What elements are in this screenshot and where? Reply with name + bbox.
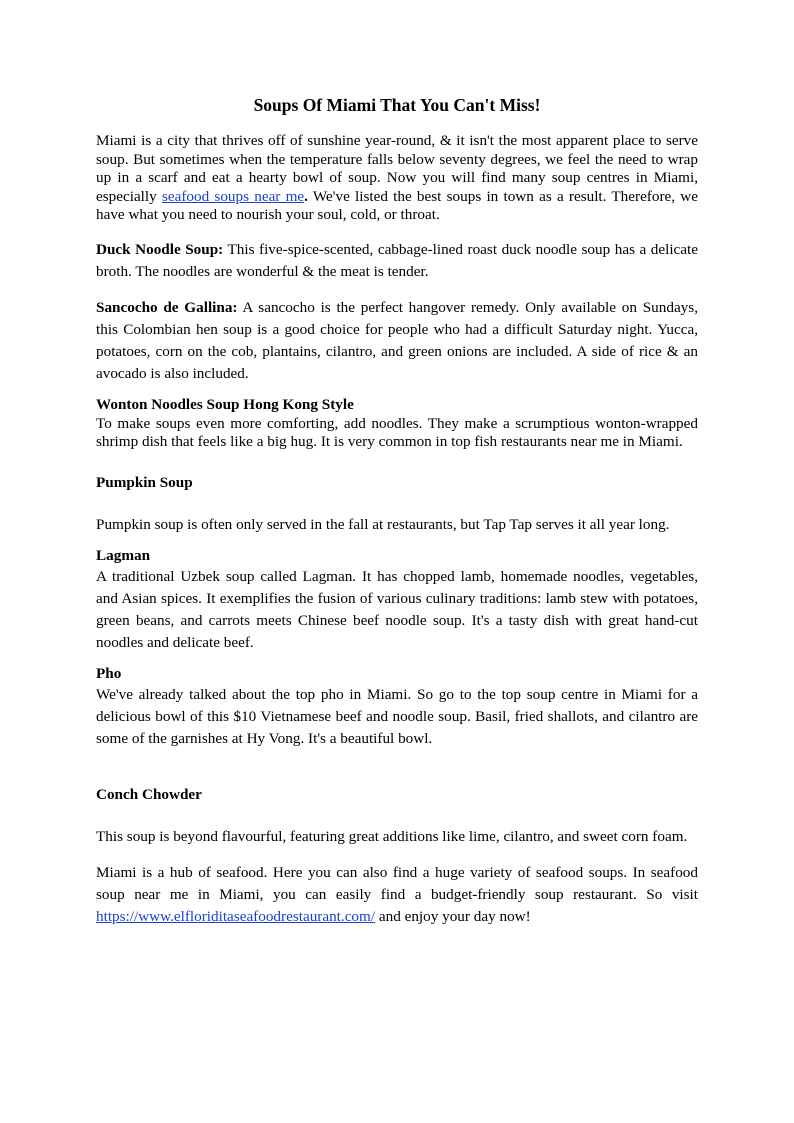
pumpkin-heading: Pumpkin Soup [96,473,193,491]
intro-text-after-link: We've listed the best soups in town as a result. Therefore, we have what you need to nourish your soul, cold, or throat. [96,187,698,224]
sancocho-text: A sancocho is the perfect hangover remedy. Only available on Sundays, this Colombian hen soup is a good choice for people who had a difficult Saturday night. Yucca, potatoes, corn on the cob, plantains, cilantro, and green onions are included. A side of rice & an avocado is also included. [96,298,698,382]
pho-text: We've already talked about the top pho in Miami. So go to the top soup centre in Miami for a delicious bowl of this $10 Vietnamese beef and noodle soup. Basil, fried shallots, and cilantro are some of the garnishes at Hy Vong. It's a beautiful bowl. [96,685,698,747]
duck-noodle-heading: Duck Noodle Soup: [96,240,224,258]
conch-heading: Conch Chowder [96,785,202,803]
document-page [96,94,698,928]
outro-paragraph [96,862,698,928]
sancocho-paragraph [96,297,698,385]
lagman-heading: Lagman [96,547,151,565]
lagman-text: A traditional Uzbek soup called Lagman. It has chopped lamb, homemade noodles, vegetables, and Asian spices. It exemplifies the fusion of various culinary traditions: lamb stew with potatoes, green beans, and carrots meets Chinese beef noodle soup. It's a tasty dish with great hand-cut noodles and delicate beef. [96,567,698,651]
intro-paragraph [96,132,698,225]
seafood-soups-link[interactable]: seafood soups near me [161,187,305,205]
pumpkin-text: Pumpkin soup is often only served in the fall at restaurants, but Tap Tap serves it all year long. [96,516,670,534]
outro-text-before-link: Miami is a hub of seafood. Here you can also find a huge variety of seafood soups. In seafood soup near me in Miami, you can easily find a budget-friendly soup restaurant. So visit [96,864,698,904]
outro-text-after-link: and enjoy your day now! [375,908,531,926]
wonton-text: To make soups even more comforting, add noodles. They make a scrumptious wonton-wrapped shrimp dish that feels like a big hug. It is very common in top fish restaurants near me in Miami. [96,414,698,451]
conch-text: This soup is beyond flavourful, featuring great additions like lime, cilantro, and sweet corn foam. [96,828,688,846]
pho-heading: Pho [96,664,122,682]
restaurant-website-link[interactable]: https://www.elfloriditaseafoodrestaurant.com/ [96,908,376,926]
duck-noodle-paragraph [96,239,698,283]
sancocho-heading: Sancocho de Gallina: [96,298,238,316]
wonton-heading: Wonton Noodles Soup Hong Kong Style [96,395,354,413]
intro-text-before-link: Miami is a city that thrives off of sunshine year-round, & it isn't the most apparent place to serve soup. But sometimes when the temperature falls below seventy degrees, we feel the need to wrap up in a scarf and eat a hearty bowl of soup. Now you will find many soup centres in Miami, especially [96,132,698,205]
intro-bold-period: . [304,187,308,205]
duck-noodle-text: This five-spice-scented, cabbage-lined roast duck noodle soup has a delicate broth. The noodles are wonderful & the meat is tender. [96,240,698,280]
page-title: Soups Of Miami That You Can't Miss! [253,95,541,115]
